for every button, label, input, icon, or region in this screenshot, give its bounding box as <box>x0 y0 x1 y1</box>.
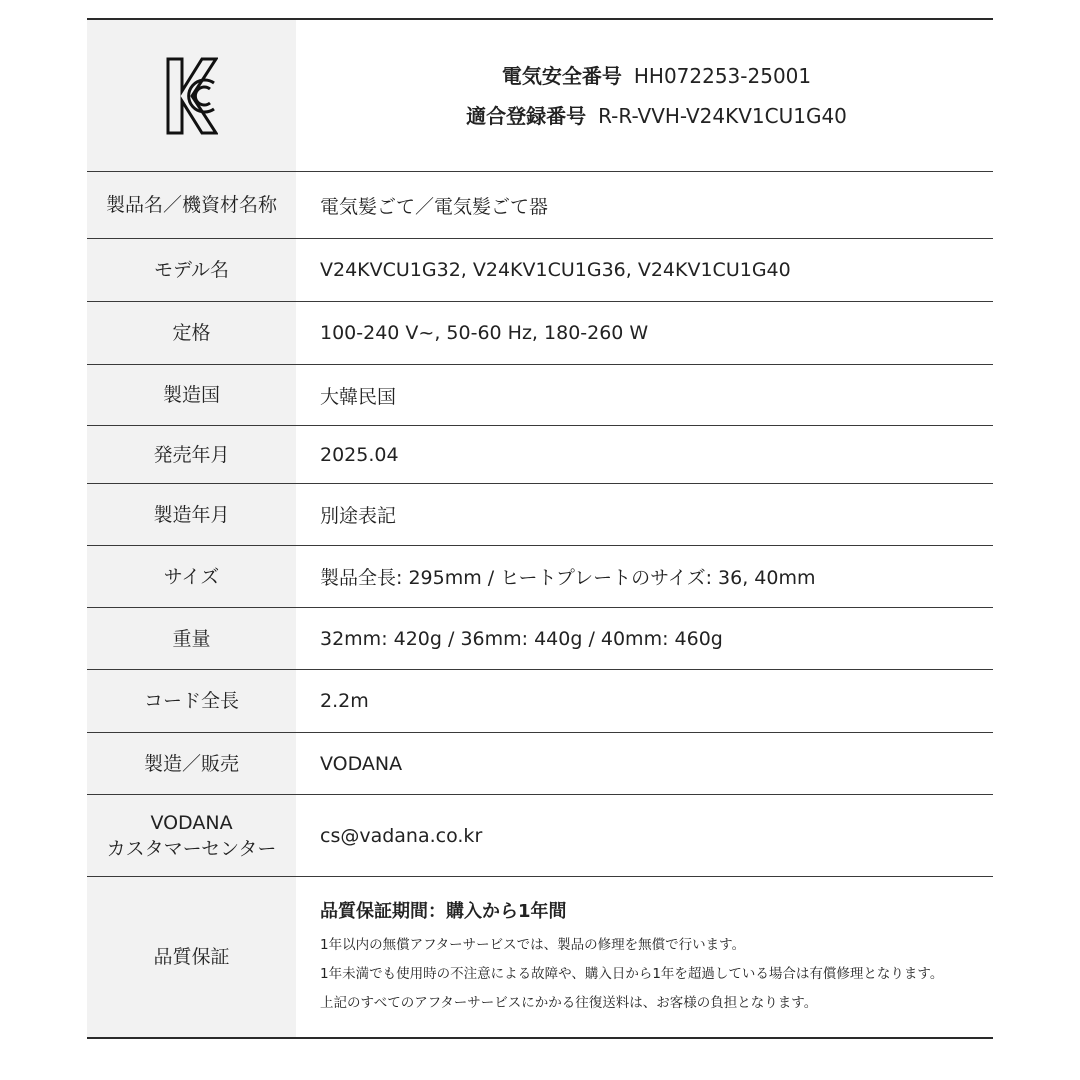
table-row <box>87 172 993 239</box>
warranty-details <box>296 877 993 1037</box>
row-label: 製造年月 <box>87 484 296 545</box>
conformity-registration-value: R-R-VVH-V24KV1CU1G40 <box>598 103 847 128</box>
row-value: 大韓民国 <box>320 385 397 408</box>
row-label: 発売年月 <box>87 426 296 483</box>
conformity-registration-number <box>466 96 847 136</box>
row-value: 2025.04 <box>320 443 399 466</box>
row-value: 100-240 V~, 50-60 Hz, 180-260 W <box>320 322 649 344</box>
warranty-note: 1年未満でも使用時の不注意による故障や、購入日から1年を超過している場合は有償修理となります。 <box>320 965 944 982</box>
row-label: モデル名 <box>87 239 296 301</box>
warranty-period-title: 品質保証期間：購入から1年間 <box>320 900 567 922</box>
warranty-label: 品質保証 <box>87 877 296 1037</box>
table-row <box>87 239 993 302</box>
row-value: 2.2m <box>320 690 369 712</box>
row-label: 製造／販売 <box>87 733 296 794</box>
row-label: 重量 <box>87 608 296 669</box>
table-row <box>87 365 993 426</box>
row-label: 定格 <box>87 302 296 364</box>
spec-table <box>87 18 993 1039</box>
table-row <box>87 795 993 877</box>
conformity-registration-label: 適合登録番号 <box>466 103 587 128</box>
row-label: コード全長 <box>87 670 296 732</box>
row-value: V24KVCU1G32, V24KV1CU1G36, V24KV1CU1G40 <box>320 259 791 281</box>
table-row <box>87 608 993 670</box>
row-value: VODANA <box>320 752 403 775</box>
customer-center-label: カスタマーセンター <box>106 837 277 860</box>
table-row <box>87 670 993 733</box>
electrical-safety-number <box>502 56 811 96</box>
row-label: 製品名／機資材名称 <box>87 172 296 238</box>
electrical-safety-label: 電気安全番号 <box>501 63 622 88</box>
row-value: 32mm: 420g / 36mm: 440g / 40mm: 460g <box>320 627 723 650</box>
certification-numbers <box>296 20 993 171</box>
warranty-row <box>87 877 993 1039</box>
row-label: サイズ <box>87 546 296 607</box>
table-row <box>87 426 993 484</box>
table-row <box>87 302 993 365</box>
table-row <box>87 546 993 608</box>
customer-center-email: cs@vadana.co.kr <box>320 824 483 847</box>
certification-row <box>87 20 993 172</box>
kc-mark-icon <box>166 57 218 135</box>
kc-logo-cell <box>87 20 296 171</box>
customer-center-brand: VODANA <box>150 811 233 834</box>
warranty-note: 1年以内の無償アフターサービスでは、製品の修理を無償で行います。 <box>320 936 746 953</box>
row-label <box>87 795 296 876</box>
row-value: 製品全長: 295mm / ヒートプレートのサイズ: 36, 40mm <box>320 567 816 589</box>
row-label: 製造国 <box>87 365 296 425</box>
warranty-note: 上記のすべてのアフターサービスにかかる往復送料は、お客様の負担となります。 <box>320 994 818 1011</box>
electrical-safety-value: HH072253-25001 <box>633 63 812 88</box>
table-row <box>87 484 993 546</box>
table-row <box>87 733 993 795</box>
row-value: 電気髪ごて／電気髪ごて器 <box>320 195 549 218</box>
row-value: 別途表記 <box>320 505 397 527</box>
